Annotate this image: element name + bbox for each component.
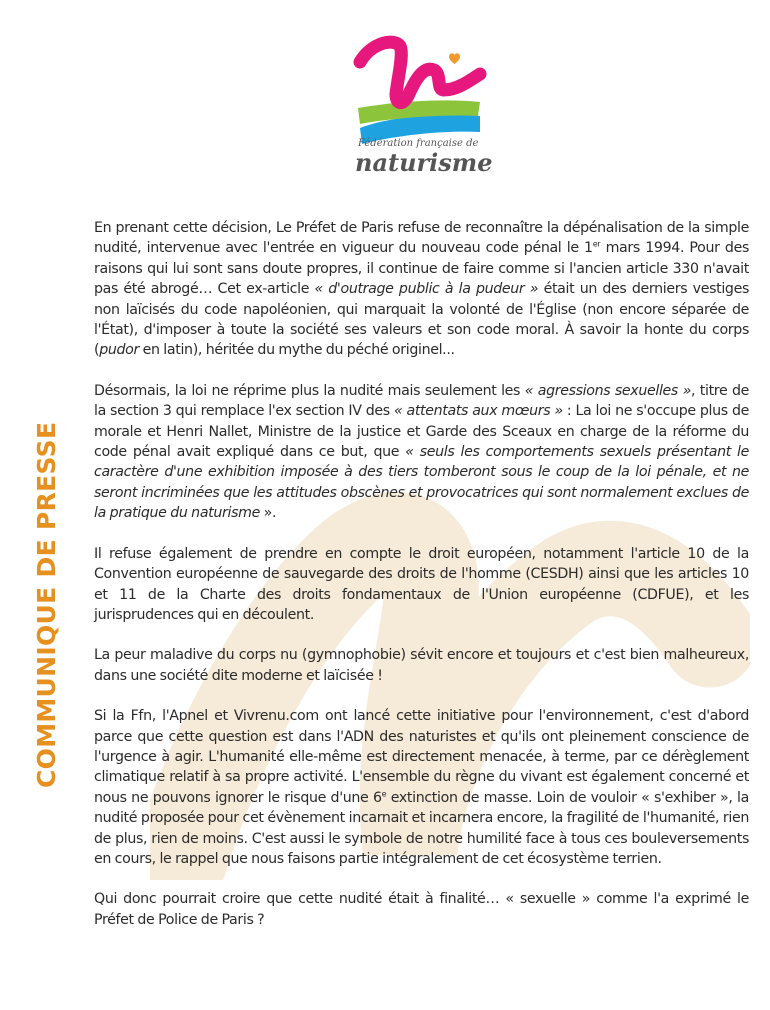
italic-quote: « seuls les comportements sexuels présentant le caractère d'une exhibition imposée à des tiers tomberont sous le coup de la loi pénale, et ne seront incriminées que les attitudes obscènes et provocatrices qui sont normalement exclues de la pratique du naturisme <box>94 444 749 522</box>
text-run: mars 1994. Pour des raisons qui lui sont sans doute propres, il continue de faire comme si l'ancien article 330 n'avait pas été abrogé… Cet ex-article <box>94 240 749 298</box>
text-run: Désormais, la loi ne réprime plus la nudité mais seulement les <box>94 382 525 399</box>
italic-quote: « d'outrage public à la pudeur » <box>314 281 539 298</box>
ordinal-suffix: er <box>592 239 601 249</box>
text-run: extinction de masse. Loin de vouloir « s'exhiber », la nudité proposée pour cet évènement incarnait et incarnera encore, la fragilité de l'humanité, rien de plus, rien de moins. C'est aussi le symbole de notre humilité face à tous ces bouleversements en cours, le rappel que nous faisons partie intégralement de cet écosystème terrien. <box>94 789 749 867</box>
ordinal-suffix: e <box>381 789 387 799</box>
paragraph <box>94 706 749 869</box>
italic-quote: « agressions sexuelles » <box>524 382 691 399</box>
paragraph <box>94 381 749 524</box>
press-release-label: COMMUNIQUE DE PRESSE <box>32 421 61 788</box>
italic-quote: « attentats aux mœurs » <box>393 403 563 420</box>
logo-organization-line: Fédération française de <box>358 138 479 149</box>
press-release-body <box>94 218 749 950</box>
text-run: en latin), héritée du mythe du péché originel... <box>138 342 455 359</box>
paragraph <box>94 645 749 686</box>
text-run: Qui donc pourrait croire que cette nudité était à finalité… « sexuelle » comme l'a exprimé le Préfet de Police de Paris ? <box>94 891 749 928</box>
text-run: ». <box>259 505 277 522</box>
text-run: Il refuse également de prendre en compte le droit européen, notamment l'article 10 de la Convention européenne de sauvegarde des droits de l'homme (CESDH) ainsi que les articles 10 et 11 de la Charte des droits fondamentaux de l'Union européenne (CDFUE), et les jurisprudences qui en découlent. <box>94 545 749 623</box>
text-run: La peur maladive du corps nu (gymnophobie) sévit encore et toujours et c'est bien malheureux, dans une société dite moderne et laïcisée ! <box>94 647 749 684</box>
italic-quote: pudor <box>99 342 139 359</box>
text-run: : La loi ne s'occupe plus de morale et Henri Nallet, Ministre de la justice et Garde des Sceaux en charge de la réforme du code pénal avait expliqué dans ce but, que <box>94 403 749 461</box>
paragraph <box>94 544 749 626</box>
paragraph <box>94 218 749 361</box>
text-run: , titre de la section 3 qui remplace l'ex section IV des <box>94 382 749 420</box>
paragraph <box>94 889 749 930</box>
logo-organization-name: naturisme <box>355 148 493 177</box>
text-run: était un des derniers vestiges non laïcisés du code napoléonien, qui marquait la volonté de l'Église (non encore séparée de l'État), d'imposer à toute la société ses valeurs et son code moral. À savoir la honte du corps ( <box>94 281 749 359</box>
text-run: En prenant cette décision, Le Préfet de Paris refuse de reconnaître la dépénalisation de la simple nudité, intervenue avec l'entrée en vigueur du nouveau code pénal le 1 <box>94 220 749 257</box>
text-run: Si la Ffn, l'Apnel et Vivrenu.com ont lancé cette initiative pour l'environnement, c'est d'abord parce que cette question est dans l'ADN des naturistes et qu'ils ont pleinement conscience de l'urgence à agir. L'humanité elle-même est directement menacée, à terme, par ce dérèglement climatique relatif à sa propre activité. L'ensemble du règne du vivant est également concerné et nous ne pouvons ignorer le risque d'une 6 <box>94 708 749 806</box>
